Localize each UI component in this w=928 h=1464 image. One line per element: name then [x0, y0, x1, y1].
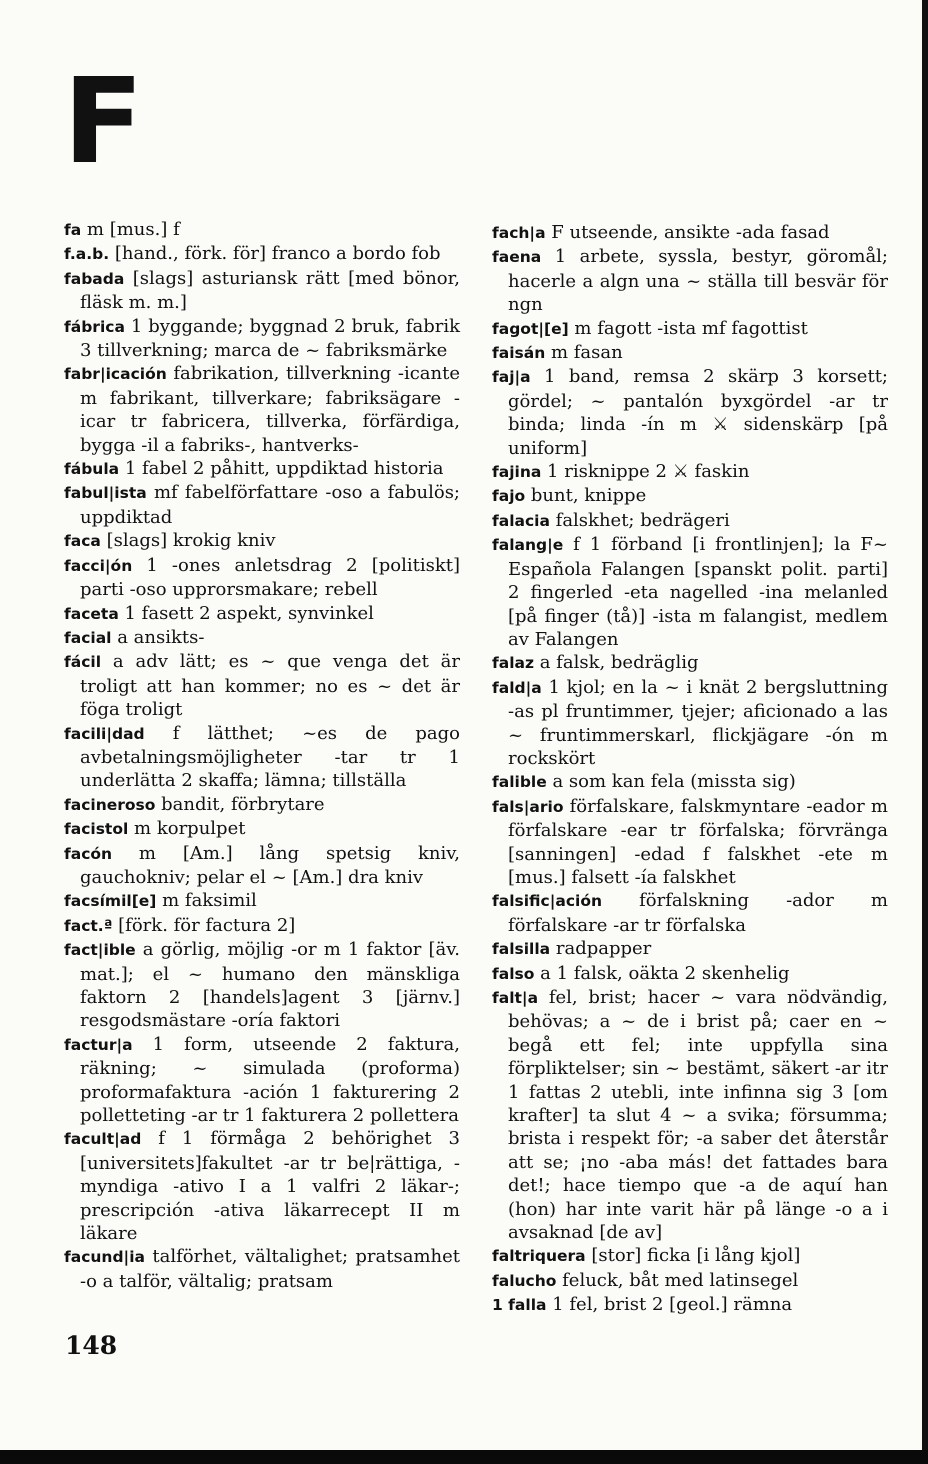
headword: falacia — [492, 511, 550, 530]
definition: 1 byggande; byggnad 2 bruk, fabrik 3 tillverkning; marca de ~ fabriksmärke — [80, 315, 460, 362]
definition: m faksimil — [156, 890, 257, 912]
headword: fabada — [64, 269, 125, 288]
headword: facci|ón — [64, 556, 133, 575]
dictionary-entry — [492, 341, 888, 365]
headword: falible — [492, 773, 547, 792]
dictionary-entry — [64, 362, 460, 457]
dictionary-entry — [492, 937, 888, 961]
headword: facial — [64, 628, 112, 647]
dictionary-entry — [492, 317, 888, 341]
headword: faisán — [492, 344, 546, 363]
headword: fact.ª — [64, 916, 113, 935]
definition: a som kan fela (missta sig) — [546, 771, 796, 793]
headword: fact|ible — [64, 941, 136, 960]
headword: fabul|ista — [64, 484, 147, 503]
dictionary-entry — [492, 962, 888, 986]
definition: feluck, båt med latinsegel — [556, 1269, 799, 1291]
definition: m [mus.] f — [81, 219, 180, 240]
headword: 1 falla — [492, 1296, 547, 1315]
headword: fa — [64, 221, 82, 239]
definition: 1 fasett 2 aspekt, synvinkel — [118, 602, 374, 624]
dictionary-entry — [64, 529, 460, 553]
definition: a adv lätt; es ~ que venga det är troligt att han kommer; no es ~ det är föga troligt — [80, 651, 460, 721]
dictionary-entry — [492, 889, 888, 937]
headword: faena — [492, 248, 542, 267]
dictionary-entry — [492, 770, 888, 794]
definition: 1 risknippe 2 ⚔ faskin — [541, 461, 750, 483]
definition: a falsk, bedräglig — [534, 652, 699, 674]
definition: [slags] asturiansk rätt [med bönor, fläsk m. m.] — [80, 267, 460, 314]
definition: a görlig, möjlig -or m 1 faktor [äv. mat.]; el ~ humano den mänskliga faktorn 2 [handels]agent 3 [järnv.] resgodsmästare -oría faktori — [80, 939, 460, 1032]
definition: förfalskning -ador m förfalskare -ar tr förfalska — [508, 890, 888, 936]
dictionary-entry — [64, 842, 460, 890]
definition: a 1 falsk, oäkta 2 skenhelig — [534, 962, 790, 984]
dictionary-entry — [492, 651, 888, 675]
dictionary-entry — [492, 676, 888, 771]
dictionary-entry — [492, 1293, 888, 1317]
headword: facsímil[e] — [64, 892, 157, 911]
dictionary-entry — [64, 793, 460, 817]
definition: bunt, knippe — [525, 485, 647, 507]
headword: f.a.b. — [64, 245, 110, 264]
definition: fabrikation, tillverkning -icante m fabrikant, tillverkare; fabriksägare -icar tr fabricera, tillverka, förfärdiga, bygga -il a fabriks-, hantverks- — [80, 363, 460, 456]
definition: m [Am.] lång spetsig kniv, gauchokniv; pelar el ~ [Am.] dra kniv — [80, 842, 460, 888]
headword: facult|ad — [64, 1130, 142, 1149]
headword: facund|ia — [64, 1248, 145, 1267]
headword: falucho — [492, 1271, 557, 1290]
headword: fajo — [492, 487, 526, 506]
dictionary-entry — [492, 484, 888, 508]
definition: f 1 förmåga 2 behörighet 3 [universitets]fakultet -ar tr be|rättiga, -myndiga -ativo I a 1 valfri 2 läkar-; prescripción -ativa läkarrecept II m läkare — [80, 1128, 460, 1245]
definition: bandit, förbrytare — [155, 793, 325, 815]
dictionary-entry — [64, 267, 460, 315]
headword: fabr|icación — [64, 365, 167, 384]
headword: falaz — [492, 654, 534, 673]
dictionary-entry — [64, 457, 460, 481]
headword: fácil — [64, 653, 102, 672]
headword: factur|a — [64, 1035, 133, 1054]
headword: falso — [492, 964, 535, 983]
headword: fábula — [64, 460, 120, 479]
dictionary-entry — [64, 1127, 460, 1245]
dictionary-entry — [64, 626, 460, 650]
dictionary-entry — [64, 315, 460, 363]
headword: fals|ario — [492, 797, 564, 816]
headword: falt|a — [492, 989, 539, 1007]
definition: radpapper — [550, 938, 652, 960]
headword: falang|e — [492, 536, 564, 555]
dictionary-entry — [64, 650, 460, 721]
dictionary-entry — [64, 938, 460, 1033]
definition: [hand., förk. för] franco a bordo fob — [109, 243, 441, 265]
definition: förfalskare, falskmyntare -eador m förfalskare -ear tr förfalska; förvränga [sanningen] -edad f falskhet -ete m [mus.] falsett -ía falskhet — [508, 795, 888, 888]
definition: f lätthet; ~es de pago avbetalningsmöjligheter -tar tr 1 underlätta 2 skaffa; lämna; tillställa — [80, 722, 460, 792]
definition: F utseende, ansikte -ada fasad — [545, 222, 830, 243]
headword: fagot|[e] — [492, 319, 569, 338]
headword: fach|a — [492, 224, 546, 242]
definition: 1 form, utseende 2 faktura, räkning; ~ simulada (proforma) proformafaktura -ación 1 fakturering 2 polletteting -ar tr 1 fakturera 2 pollettera — [80, 1033, 460, 1127]
dictionary-entry — [492, 533, 888, 651]
dictionary-entry — [492, 986, 888, 1244]
dictionary-entry — [64, 1245, 460, 1293]
definition: m fasan — [545, 342, 623, 364]
dictionary-entry — [492, 245, 888, 316]
right-column — [492, 221, 888, 1318]
headword: fald|a — [492, 678, 542, 697]
definition: 1 kjol; en la ~ i knät 2 bergsluttning -as pl fruntimmer, tjejer; aficionado a las ~ fruntimmerskarl, flickjägare -ón m rockskört — [508, 676, 888, 769]
page-edge-shadow — [922, 0, 928, 1464]
dictionary-entry — [64, 1033, 460, 1128]
definition: 1 fabel 2 påhitt, uppdiktad historia — [119, 458, 444, 480]
definition: falskhet; bedrägeri — [549, 509, 730, 531]
definition: 1 -ones anletsdrag 2 [politiskt] parti -oso upprorsmakare; rebell — [80, 554, 460, 601]
headword: fajina — [492, 463, 542, 482]
definition: m korpulpet — [128, 818, 246, 840]
dictionary-entry — [492, 221, 888, 245]
headword: facón — [64, 844, 113, 863]
dictionary-entry — [64, 722, 460, 793]
dictionary-entry — [64, 554, 460, 602]
dictionary-entry — [64, 889, 460, 913]
definition: [förk. för factura 2] — [112, 914, 296, 936]
left-column — [64, 218, 460, 1293]
headword: facineroso — [64, 795, 156, 814]
definition: [stor] ficka [i lång kjol] — [585, 1245, 801, 1267]
definition: talförhet, vältalighet; pratsamhet -o a talför, vältalig; pratsam — [80, 1246, 460, 1292]
dictionary-entry — [492, 509, 888, 533]
definition: 1 band, remsa 2 skärp 3 korsett; gördel; ~ pantalón byxgördel -ar tr binda; linda -ín m ⚔ sidenskärp [på uniform] — [508, 366, 888, 459]
headword: fábrica — [64, 317, 125, 336]
headword: facili|dad — [64, 724, 145, 743]
dictionary-entry — [64, 481, 460, 529]
headword: falsific|ación — [492, 892, 603, 911]
headword: facistol — [64, 820, 129, 839]
dictionary-entry — [64, 242, 460, 266]
page-number: 148 — [65, 1331, 118, 1360]
dictionary-entry — [492, 1244, 888, 1268]
dictionary-entry — [492, 795, 888, 890]
definition: fel, brist; hacer ~ vara nödvändig, behövas; a ~ de i brist på; caer en ~ begå ett fel; inte uppfylla sina förpliktelser; sin ~ bestämt, säkert -ar itr 1 fattas 2 utebli, inte infinna sig 3 [om krafter] ta slut 4 ~ a svika; försumma; brista i respekt för; -a saber det återstår att se; ¡no -aba más! det fattades bara det!; hace tiempo que -a de aquí han (hon) har inte varit här på länge -o a i avsaknad [de av] — [508, 987, 888, 1244]
dictionary-entry — [64, 218, 460, 242]
section-letter: F — [63, 52, 142, 190]
definition: 1 arbete, syssla, bestyr, göromål; hacerle a algn una ~ ställa till besvär för ngn — [508, 246, 888, 316]
definition: 1 fel, brist 2 [geol.] rämna — [546, 1294, 793, 1316]
definition: mf fabelförfattare -oso a fabulös; uppdiktad — [80, 482, 460, 528]
headword: faceta — [64, 604, 119, 623]
headword: falsilla — [492, 940, 551, 959]
dictionary-entry — [492, 1269, 888, 1293]
definition: [slags] krokig kniv — [100, 530, 276, 552]
definition: f 1 förband [i frontlinjen]; la F~ Española Falangen [spanskt polit. parti] 2 fingerled -eta nagelled -ina melanled [på finger (tå)] -ista m falangist, medlem av Falangen — [508, 534, 888, 650]
headword: faltriquera — [492, 1247, 586, 1266]
dictionary-entry — [492, 365, 888, 460]
dictionary-entry — [64, 817, 460, 841]
dictionary-entry — [64, 914, 460, 938]
scan-bottom-border — [0, 1450, 928, 1464]
dictionary-entry — [492, 460, 888, 484]
definition: a ansikts- — [111, 626, 205, 648]
definition: m fagott -ista mf fagottist — [568, 317, 808, 339]
dictionary-entry — [64, 602, 460, 626]
headword: faca — [64, 532, 101, 551]
headword: faj|a — [492, 368, 531, 387]
